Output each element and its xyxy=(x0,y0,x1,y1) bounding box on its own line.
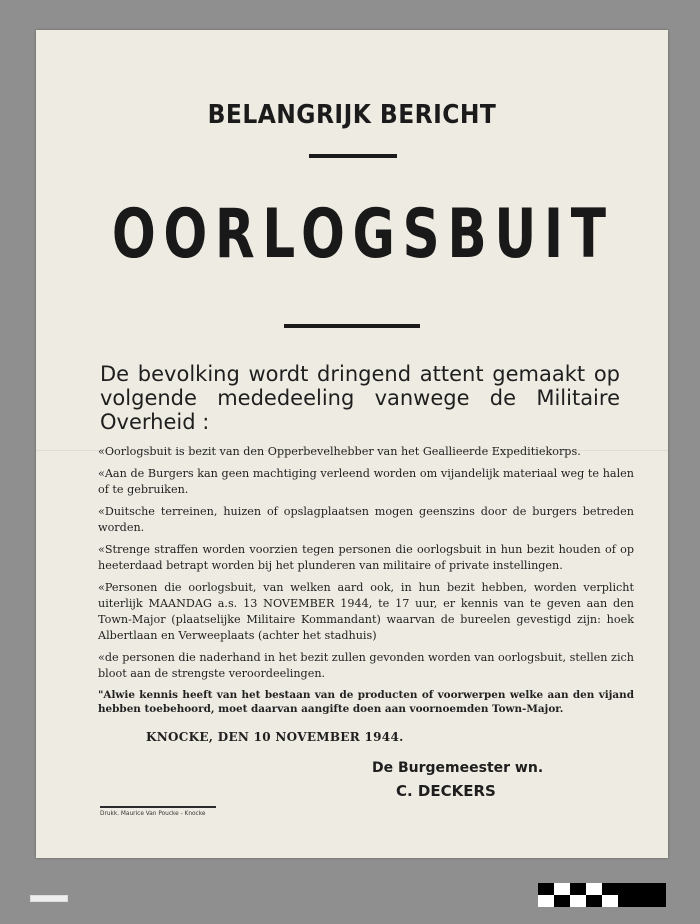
intro-text: De bevolking wordt dringend attent gemaakt op volgende mededeeling vanwege de Militaire Overheid : xyxy=(100,362,620,434)
paragraph: «Oorlogsbuit is bezit van den Opperbevelhebber van het Geallieerde Expeditiekorps. xyxy=(98,445,581,458)
paragraph: «Strenge straffen worden voorzien tegen personen die oorlogsbuit in hun bezit houden of op heeterdaad betrapt worden bij het plunderen van militaire of private instellingen. xyxy=(98,543,634,572)
headline: BELANGRIJK BERICHT xyxy=(207,100,497,130)
color-checker xyxy=(538,883,666,907)
divider-top xyxy=(309,154,397,158)
printer-imprint: Drukk. Maurice Van Poucke - Knocke xyxy=(100,811,206,817)
dateline: KNOCKE, DEN 10 NOVEMBER 1944. xyxy=(146,730,404,744)
signatory-title: De Burgemeester wn. xyxy=(372,760,544,776)
printer-rule xyxy=(100,806,216,808)
poster xyxy=(36,30,668,858)
signatory-name: C. DECKERS xyxy=(396,782,496,800)
poster-title: OORLOGSBUIT xyxy=(111,195,614,274)
paragraph: «Duitsche terreinen, huizen of opslagplaatsen mogen geenszins door de burgers betreden worden. xyxy=(98,505,634,534)
paragraph: «de personen die naderhand in het bezit zullen gevonden worden van oorlogsbuit, stellen zich bloot aan de strengste veroordeelingen. xyxy=(98,651,634,680)
quote-paragraph: "Alwie kennis heeft van het bestaan van de producten of voorwerpen welke aan den vijand hebben toebehoord, moet daarvan aangifte doen aan voornoemden Town-Major. xyxy=(98,689,634,715)
scale-bar xyxy=(30,895,68,902)
divider-bottom xyxy=(284,324,420,328)
paragraph: «Aan de Burgers kan geen machtiging verleend worden om vijandelijk materiaal weg te halen of te gebruiken. xyxy=(98,467,634,496)
notice-body xyxy=(98,444,634,722)
paragraph: «Personen die oorlogsbuit, van welken aard ook, in hun bezit hebben, worden verplicht uiterlijk MAANDAG a.s. 13 NOVEMBER 1944, te 17 uur, er kennis van te geven aan den Town-Major (plaatselijke Militaire Kommandant) waarvan de bureelen gevestigd zijn: hoek Albertlaan en Verweeplaats (achter het stadhuis) xyxy=(98,581,634,642)
